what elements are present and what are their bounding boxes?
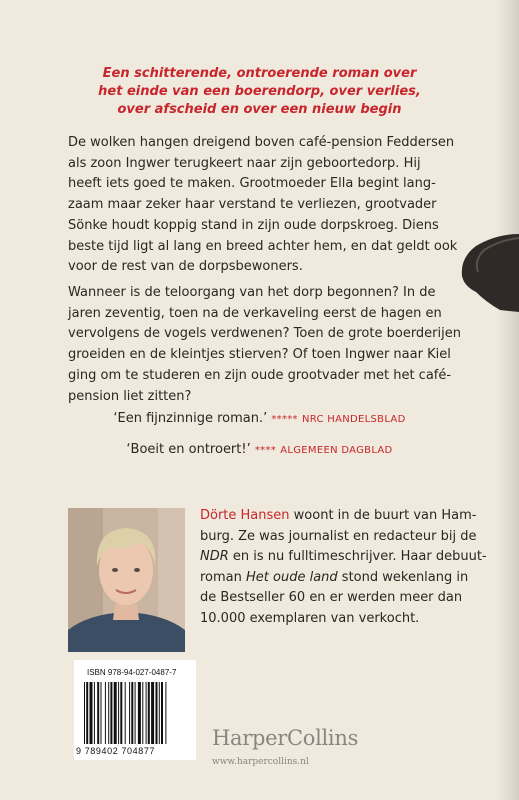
tagline-line: over afscheid en over een nieuw begin [117, 102, 402, 117]
paragraph-line: vervolgens de vogels verdwenen? Toen de grote boerderijen [68, 326, 461, 342]
paragraph-line: pension liet zitten? [68, 388, 192, 404]
author-name: Dörte Hansen [200, 508, 290, 523]
blurb-paragraph-2 [68, 283, 461, 407]
rating-stars: ***** [271, 414, 298, 425]
paragraph-line: voor de rest van de dorpsbewoners. [68, 259, 303, 275]
publisher-logo: HarperCollins [212, 726, 359, 750]
barcode-bars [84, 682, 188, 744]
bio-line: de Bestseller 60 en er werden meer dan [200, 590, 463, 605]
paragraph-line: heeft iets goed te maken. Grootmoeder Ella begint lang- [68, 176, 436, 192]
paragraph-line: beste tijd ligt al lang en breed achter hem, en dat geldt ook [68, 238, 458, 254]
bio-text: en is nu fulltimeschrijver. Haar debuut- [228, 549, 487, 564]
bio-line: burg. Ze was journalist en redacteur bij de [200, 528, 477, 544]
paragraph-line: zaam maar zeker haar verstand te verliezen, grootvader [68, 197, 437, 213]
author-bio [200, 506, 487, 629]
blurb-paragraph-1 [68, 133, 458, 278]
bio-text: woont in de buurt van Ham- [289, 508, 477, 523]
cover-figure-silhouette [452, 232, 519, 312]
paragraph-line: jaren zeventig, toen na de verkaveling eerst de hagen en [68, 305, 442, 321]
tagline [0, 65, 519, 119]
paragraph-line: groeiden en de kleintjes stierven? Of toen Ingwer naar Kiel [68, 347, 451, 363]
paragraph-line: Wanneer is de teloorgang van het dorp begonnen? In de [68, 285, 436, 300]
quote-source: NRC HANDELSBLAD [302, 414, 406, 425]
bio-line [200, 547, 487, 568]
bio-line [200, 506, 477, 527]
isbn-barcode [74, 660, 196, 760]
rating-stars: **** [254, 445, 277, 456]
paragraph-line: Sönke houdt koppig stand in zijn oude dorpskroeg. Diens [68, 217, 439, 233]
quote-source: ALGEMEEN DAGBLAD [280, 445, 393, 456]
bio-text: roman [200, 569, 247, 585]
author-photo [68, 508, 185, 652]
review-quote [0, 442, 519, 457]
paragraph-line: als zoon Ingwer terugkeert naar zijn geboortedorp. Hij [68, 155, 421, 171]
publisher-url: www.harpercollins.nl [212, 757, 309, 767]
quote-text: ‘Boeit en ontroert!’ [126, 442, 251, 457]
bio-line [200, 568, 469, 589]
review-quote [0, 411, 519, 426]
tagline-line: Een schitterende, ontroerende roman over [102, 66, 417, 81]
bio-italic-text: NDR [200, 549, 229, 564]
tagline-line: het einde van een boerendorp, over verlies, [98, 84, 421, 99]
bio-text: stond wekenlang in [337, 569, 469, 585]
bio-italic-text: Het oude land [246, 569, 338, 585]
isbn-label: ISBN 978-94-027-0487-7 [87, 668, 177, 677]
quote-text: ‘Een fijnzinnige roman.’ [113, 411, 268, 426]
barcode-digits: 9 789402 704877 [76, 746, 156, 756]
spine-edge-shadow [497, 0, 519, 800]
paragraph-line: De wolken hangen dreigend boven café-pension Feddersen [68, 135, 455, 150]
paragraph-line: ging om te studeren en zijn oude grootvader met het café- [68, 367, 452, 383]
bio-line: 10.000 exemplaren van verkocht. [200, 610, 420, 626]
